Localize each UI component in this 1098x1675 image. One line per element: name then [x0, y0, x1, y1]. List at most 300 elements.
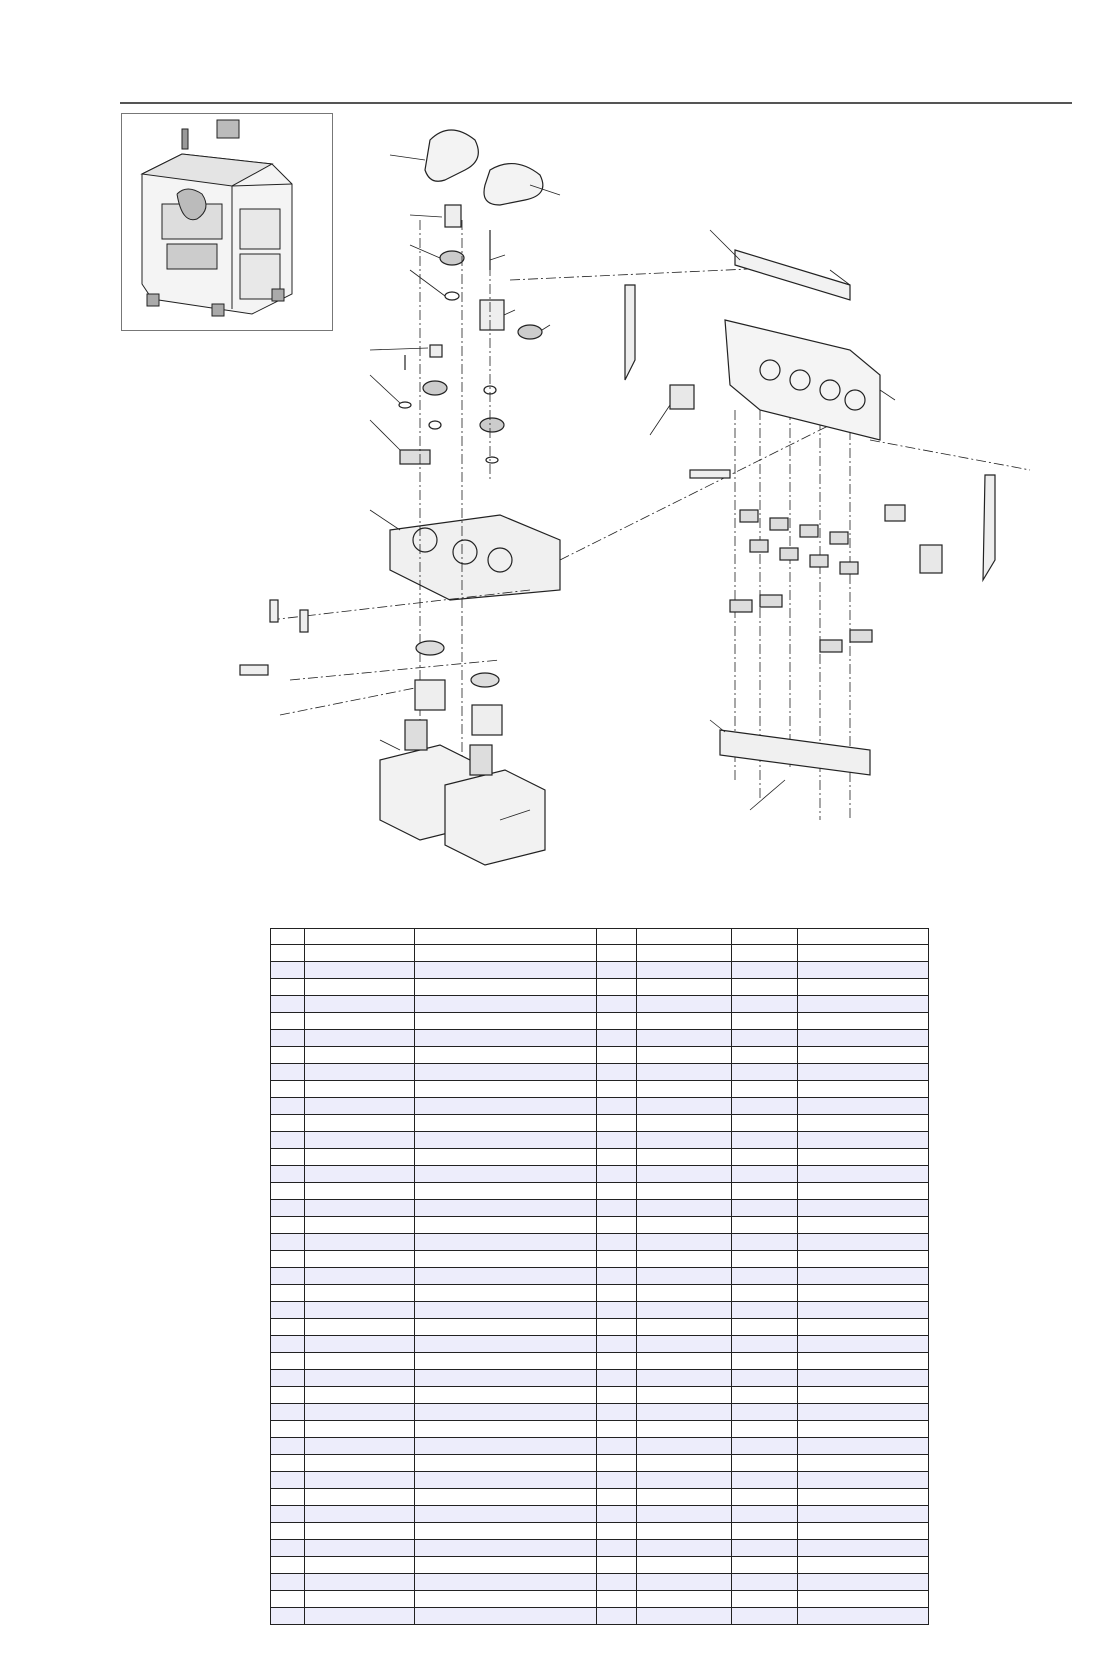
- table-cell: [271, 979, 305, 996]
- table-cell: [271, 1064, 305, 1081]
- table-cell: [271, 1557, 305, 1574]
- table-cell: [597, 1115, 637, 1132]
- table-cell: [732, 1302, 798, 1319]
- table-row: [271, 1404, 929, 1421]
- table-cell: [305, 1013, 415, 1030]
- exploded-parts-diagram: [230, 120, 1070, 920]
- table-cell: [637, 1608, 732, 1625]
- table-cell: [305, 1523, 415, 1540]
- table-cell: [597, 1251, 637, 1268]
- table-cell: [305, 1591, 415, 1608]
- table-cell: [415, 1506, 597, 1523]
- table-cell: [798, 1030, 929, 1047]
- table-cell: [597, 1047, 637, 1064]
- table-cell: [415, 1608, 597, 1625]
- table-cell: [415, 1455, 597, 1472]
- table-cell: [798, 1268, 929, 1285]
- table-cell: [415, 1353, 597, 1370]
- table-cell: [271, 1523, 305, 1540]
- table-cell: [637, 1115, 732, 1132]
- table-row: [271, 1183, 929, 1200]
- table-cell: [798, 1047, 929, 1064]
- table-cell: [271, 945, 305, 962]
- table-cell: [415, 1557, 597, 1574]
- table-cell: [305, 1608, 415, 1625]
- table-cell: [732, 1540, 798, 1557]
- table-cell: [637, 1438, 732, 1455]
- table-cell: [597, 1404, 637, 1421]
- table-row: [271, 1523, 929, 1540]
- table-cell: [732, 1506, 798, 1523]
- table-cell: [271, 1285, 305, 1302]
- table-cell: [597, 1387, 637, 1404]
- table-cell: [798, 962, 929, 979]
- table-cell: [732, 1200, 798, 1217]
- table-row: [271, 1200, 929, 1217]
- table-cell: [415, 1166, 597, 1183]
- table-cell: [732, 1251, 798, 1268]
- table-row: [271, 1319, 929, 1336]
- table-cell: [305, 1404, 415, 1421]
- table-cell: [271, 1081, 305, 1098]
- table-row: [271, 1268, 929, 1285]
- table-cell: [415, 1030, 597, 1047]
- table-cell: [597, 1166, 637, 1183]
- table-cell: [305, 1115, 415, 1132]
- table-cell: [271, 1183, 305, 1200]
- table-cell: [271, 1489, 305, 1506]
- table-cell: [637, 1251, 732, 1268]
- table-cell: [305, 1455, 415, 1472]
- table-cell: [271, 996, 305, 1013]
- table-cell: [597, 962, 637, 979]
- table-row: [271, 1336, 929, 1353]
- table-row: [271, 1540, 929, 1557]
- table-cell: [732, 1115, 798, 1132]
- table-cell: [732, 1455, 798, 1472]
- table-cell: [305, 1506, 415, 1523]
- table-cell: [415, 1149, 597, 1166]
- table-cell: [637, 1302, 732, 1319]
- table-cell: [732, 1574, 798, 1591]
- table-cell: [597, 1506, 637, 1523]
- table-cell: [597, 1455, 637, 1472]
- table-cell: [415, 1217, 597, 1234]
- table-cell: [597, 1217, 637, 1234]
- table-cell: [597, 1353, 637, 1370]
- table-cell: [637, 1472, 732, 1489]
- table-cell: [637, 1557, 732, 1574]
- table-cell: [597, 1574, 637, 1591]
- table-cell: [637, 1030, 732, 1047]
- table-cell: [271, 1149, 305, 1166]
- table-cell: [798, 1404, 929, 1421]
- table-cell: [732, 1098, 798, 1115]
- table-cell: [732, 1234, 798, 1251]
- table-cell: [415, 929, 597, 945]
- table-cell: [415, 1319, 597, 1336]
- table-cell: [798, 1574, 929, 1591]
- table-cell: [732, 1183, 798, 1200]
- table-cell: [798, 1438, 929, 1455]
- table-cell: [637, 1234, 732, 1251]
- table-cell: [637, 1404, 732, 1421]
- table-row: [271, 1149, 929, 1166]
- table-cell: [732, 1047, 798, 1064]
- table-cell: [305, 1489, 415, 1506]
- table-cell: [271, 1200, 305, 1217]
- table-row: [271, 996, 929, 1013]
- table-cell: [305, 1302, 415, 1319]
- table-cell: [271, 1166, 305, 1183]
- table-cell: [415, 1047, 597, 1064]
- table-cell: [305, 1064, 415, 1081]
- table-cell: [798, 1149, 929, 1166]
- table-row: [271, 1574, 929, 1591]
- table-row: [271, 1234, 929, 1251]
- table-cell: [637, 1540, 732, 1557]
- table-cell: [798, 1251, 929, 1268]
- table-cell: [597, 1523, 637, 1540]
- table-cell: [305, 1353, 415, 1370]
- table-cell: [271, 1251, 305, 1268]
- table-cell: [732, 945, 798, 962]
- table-row: [271, 1472, 929, 1489]
- table-cell: [415, 1251, 597, 1268]
- table-cell: [597, 1438, 637, 1455]
- table-cell: [305, 1370, 415, 1387]
- table-cell: [597, 1489, 637, 1506]
- table-cell: [597, 929, 637, 945]
- table-cell: [637, 1353, 732, 1370]
- table-cell: [597, 1200, 637, 1217]
- table-row: [271, 1081, 929, 1098]
- table-cell: [637, 979, 732, 996]
- table-cell: [637, 1455, 732, 1472]
- table-cell: [415, 1132, 597, 1149]
- table-row: [271, 1217, 929, 1234]
- table-cell: [415, 1421, 597, 1438]
- table-cell: [798, 1200, 929, 1217]
- table-cell: [798, 1472, 929, 1489]
- table-cell: [798, 1540, 929, 1557]
- table-cell: [597, 1319, 637, 1336]
- table-cell: [798, 1370, 929, 1387]
- table-cell: [637, 1183, 732, 1200]
- table-cell: [637, 1013, 732, 1030]
- table-cell: [305, 1472, 415, 1489]
- table-row: [271, 1013, 929, 1030]
- table-cell: [305, 1540, 415, 1557]
- table-cell: [271, 1591, 305, 1608]
- table-cell: [637, 945, 732, 962]
- table-cell: [798, 1081, 929, 1098]
- table-cell: [597, 945, 637, 962]
- table-cell: [597, 1608, 637, 1625]
- table-cell: [305, 1557, 415, 1574]
- table-row: [271, 1438, 929, 1455]
- table-cell: [732, 979, 798, 996]
- table-cell: [798, 1353, 929, 1370]
- table-cell: [597, 1557, 637, 1574]
- table-cell: [637, 1285, 732, 1302]
- table-cell: [637, 1336, 732, 1353]
- table-cell: [271, 1404, 305, 1421]
- table-cell: [798, 1013, 929, 1030]
- table-cell: [798, 1183, 929, 1200]
- table-row: [271, 1302, 929, 1319]
- table-cell: [415, 1404, 597, 1421]
- table-cell: [732, 1336, 798, 1353]
- table-cell: [271, 1302, 305, 1319]
- table-cell: [732, 1319, 798, 1336]
- table-row: [271, 1455, 929, 1472]
- table-cell: [271, 1336, 305, 1353]
- table-row: [271, 1506, 929, 1523]
- table-cell: [637, 1574, 732, 1591]
- table-cell: [798, 1132, 929, 1149]
- table-cell: [732, 1268, 798, 1285]
- table-cell: [305, 1285, 415, 1302]
- table-cell: [271, 1387, 305, 1404]
- table-cell: [271, 1319, 305, 1336]
- table-cell: [798, 1608, 929, 1625]
- table-row: [271, 1132, 929, 1149]
- table-cell: [271, 1438, 305, 1455]
- table-cell: [637, 1387, 732, 1404]
- table-cell: [415, 996, 597, 1013]
- table-cell: [305, 1251, 415, 1268]
- table-cell: [415, 1387, 597, 1404]
- table-cell: [415, 1370, 597, 1387]
- table-cell: [271, 1472, 305, 1489]
- parts-list-table-wrapper: [270, 928, 928, 1625]
- table-cell: [597, 1013, 637, 1030]
- table-row: [271, 1285, 929, 1302]
- table-cell: [415, 1574, 597, 1591]
- table-cell: [271, 962, 305, 979]
- table-cell: [732, 1557, 798, 1574]
- table-cell: [798, 1115, 929, 1132]
- table-cell: [637, 1217, 732, 1234]
- table-cell: [798, 996, 929, 1013]
- table-cell: [597, 1421, 637, 1438]
- table-cell: [597, 1183, 637, 1200]
- table-cell: [305, 1336, 415, 1353]
- table-cell: [637, 1132, 732, 1149]
- table-cell: [415, 1234, 597, 1251]
- table-cell: [271, 1047, 305, 1064]
- table-cell: [732, 1591, 798, 1608]
- table-cell: [798, 1387, 929, 1404]
- table-cell: [597, 1132, 637, 1149]
- table-cell: [305, 1217, 415, 1234]
- table-cell: [732, 1132, 798, 1149]
- table-cell: [415, 1285, 597, 1302]
- table-cell: [732, 1064, 798, 1081]
- exploded-view-drawing: [230, 120, 1070, 920]
- table-cell: [798, 1319, 929, 1336]
- table-cell: [732, 1030, 798, 1047]
- parts-list-table: [270, 928, 929, 1625]
- belt-upper: [425, 130, 478, 181]
- table-cell: [637, 1319, 732, 1336]
- table-cell: [798, 1557, 929, 1574]
- table-cell: [637, 1166, 732, 1183]
- table-row: [271, 1608, 929, 1625]
- table-cell: [637, 1523, 732, 1540]
- table-cell: [271, 1370, 305, 1387]
- table-row: [271, 1064, 929, 1081]
- table-cell: [415, 979, 597, 996]
- table-cell: [637, 929, 732, 945]
- table-cell: [732, 1013, 798, 1030]
- table-cell: [305, 1030, 415, 1047]
- table-cell: [305, 1319, 415, 1336]
- table-cell: [732, 1472, 798, 1489]
- table-cell: [798, 1285, 929, 1302]
- table-row: [271, 1353, 929, 1370]
- table-cell: [798, 1591, 929, 1608]
- table-row: [271, 1421, 929, 1438]
- table-cell: [597, 1540, 637, 1557]
- table-cell: [415, 1591, 597, 1608]
- table-row: [271, 1115, 929, 1132]
- table-row: [271, 1591, 929, 1608]
- table-cell: [798, 1523, 929, 1540]
- table-cell: [637, 1268, 732, 1285]
- table-cell: [271, 1421, 305, 1438]
- table-cell: [597, 996, 637, 1013]
- table-header-row: [271, 929, 929, 945]
- table-row: [271, 1557, 929, 1574]
- table-row: [271, 1251, 929, 1268]
- table-cell: [305, 1081, 415, 1098]
- table-cell: [798, 1336, 929, 1353]
- table-cell: [415, 962, 597, 979]
- table-cell: [798, 1234, 929, 1251]
- table-row: [271, 1489, 929, 1506]
- table-cell: [415, 1115, 597, 1132]
- table-row: [271, 962, 929, 979]
- table-cell: [305, 1268, 415, 1285]
- table-cell: [271, 1268, 305, 1285]
- table-cell: [305, 1098, 415, 1115]
- table-cell: [798, 1217, 929, 1234]
- table-cell: [732, 996, 798, 1013]
- table-cell: [305, 1047, 415, 1064]
- table-cell: [637, 1047, 732, 1064]
- table-cell: [732, 1353, 798, 1370]
- table-cell: [271, 1030, 305, 1047]
- table-cell: [415, 1438, 597, 1455]
- table-cell: [597, 1268, 637, 1285]
- table-cell: [271, 1098, 305, 1115]
- table-cell: [732, 1608, 798, 1625]
- table-row: [271, 1370, 929, 1387]
- table-cell: [415, 1336, 597, 1353]
- table-cell: [305, 929, 415, 945]
- table-cell: [798, 945, 929, 962]
- table-cell: [597, 1081, 637, 1098]
- header-rule: [120, 102, 1072, 104]
- table-cell: [305, 996, 415, 1013]
- table-cell: [271, 1013, 305, 1030]
- table-cell: [732, 1404, 798, 1421]
- table-cell: [271, 929, 305, 945]
- table-cell: [732, 1149, 798, 1166]
- table-cell: [415, 1472, 597, 1489]
- table-cell: [271, 1217, 305, 1234]
- table-cell: [637, 1081, 732, 1098]
- table-cell: [415, 1540, 597, 1557]
- table-cell: [305, 1200, 415, 1217]
- table-cell: [732, 929, 798, 945]
- table-cell: [597, 1064, 637, 1081]
- table-cell: [415, 1098, 597, 1115]
- table-cell: [732, 1081, 798, 1098]
- table-cell: [415, 1302, 597, 1319]
- table-cell: [415, 1183, 597, 1200]
- table-cell: [798, 1455, 929, 1472]
- table-cell: [597, 1234, 637, 1251]
- table-cell: [798, 1506, 929, 1523]
- table-cell: [597, 1302, 637, 1319]
- table-cell: [305, 1421, 415, 1438]
- table-cell: [798, 1421, 929, 1438]
- table-cell: [305, 979, 415, 996]
- table-cell: [271, 1115, 305, 1132]
- table-cell: [637, 1064, 732, 1081]
- table-cell: [271, 1506, 305, 1523]
- table-cell: [305, 1132, 415, 1149]
- table-cell: [597, 1591, 637, 1608]
- table-cell: [415, 1200, 597, 1217]
- table-cell: [305, 945, 415, 962]
- table-cell: [415, 1523, 597, 1540]
- table-cell: [637, 1421, 732, 1438]
- table-row: [271, 1030, 929, 1047]
- nozzle-block: [725, 320, 880, 440]
- table-cell: [271, 1608, 305, 1625]
- table-cell: [415, 1489, 597, 1506]
- table-cell: [637, 962, 732, 979]
- table-cell: [597, 979, 637, 996]
- table-cell: [415, 1268, 597, 1285]
- table-cell: [637, 1149, 732, 1166]
- table-cell: [732, 1166, 798, 1183]
- table-row: [271, 945, 929, 962]
- table-cell: [637, 1200, 732, 1217]
- table-cell: [305, 1166, 415, 1183]
- table-cell: [732, 1438, 798, 1455]
- table-cell: [271, 1455, 305, 1472]
- table-cell: [597, 1285, 637, 1302]
- belt-lower: [484, 164, 543, 205]
- table-cell: [271, 1353, 305, 1370]
- table-cell: [637, 1591, 732, 1608]
- table-cell: [732, 1285, 798, 1302]
- table-cell: [305, 1438, 415, 1455]
- table-cell: [415, 945, 597, 962]
- table-cell: [798, 1489, 929, 1506]
- table-cell: [271, 1540, 305, 1557]
- table-cell: [637, 1489, 732, 1506]
- table-cell: [597, 1336, 637, 1353]
- table-cell: [271, 1132, 305, 1149]
- table-cell: [732, 1387, 798, 1404]
- table-cell: [798, 1302, 929, 1319]
